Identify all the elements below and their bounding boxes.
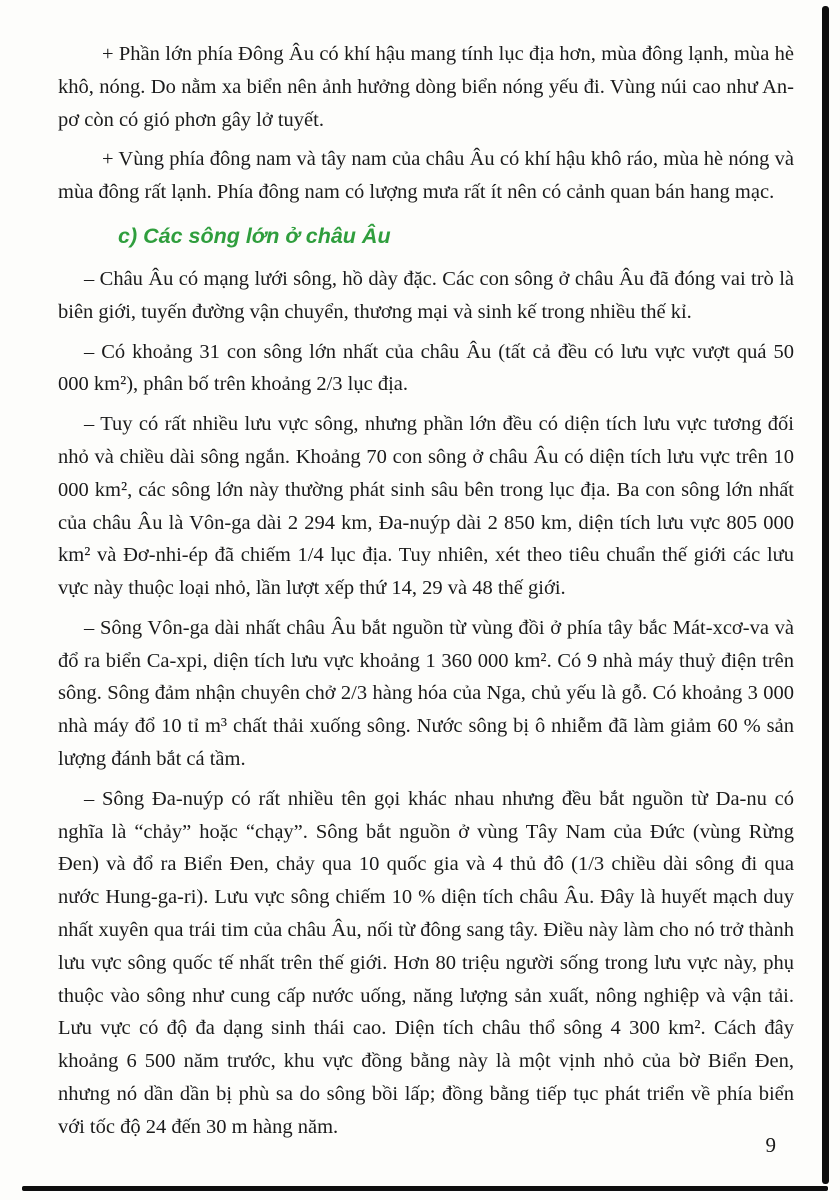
page-number: 9 <box>765 1133 776 1157</box>
scan-edge-bottom <box>22 1186 828 1191</box>
paragraph-2: + Vùng phía đông nam và tây nam của châu Âu có khí hậu khô ráo, mùa hè nóng và mùa đông rất lạnh. Phía đông nam có lượng mưa rất ít nên có cảnh quan bán hang mạc. <box>58 148 794 204</box>
scan-edge-right <box>822 6 829 1184</box>
paragraph-4: – Châu Âu có mạng lưới sông, hồ dày đặc. Các con sông ở châu Âu đã đóng vai trò là biên giới, tuyến đường vận chuyển, thương mại và sinh kế trong nhiều thế kỉ. <box>58 267 794 323</box>
paragraph-6: – Tuy có rất nhiều lưu vực sông, nhưng phần lớn đều có diện tích lưu vực tương đối nhỏ và chiều dài sông ngắn. Khoảng 70 con sông ở châu Âu có diện tích lưu vực trên 10 000 km², các sông lớn này thường phát sinh sâu bên trong lục địa. Ba con sông lớn nhất của châu Âu là Vôn-ga dài 2 294 km, Đa-nuýp dài 2 850 km, diện tích lưu vực 805 000 km² và Đơ-nhi-ép đã chiếm 1/4 lục địa. Tuy nhiên, xét theo tiêu chuẩn thế giới các lưu vực này thuộc loại nhỏ, lần lượt xếp thứ 14, 29 và 48 thế giới. <box>58 413 794 600</box>
section-heading: c) Các sông lớn ở châu Âu <box>118 223 391 248</box>
paragraph-8: – Sông Đa-nuýp có rất nhiều tên gọi khác nhau nhưng đều bắt nguồn từ Da-nu có nghĩa là “chảy” hoặc “chạy”. Sông bắt nguồn ở vùng Tây Nam của Đức (vùng Rừng Đen) và đổ ra Biển Đen, chảy qua 10 quốc gia và 4 thủ đô (1/3 chiều dài sông đi qua nước Hung-ga-ri). Lưu vực sông chiếm 10 % diện tích châu Âu. Đây là huyết mạch duy nhất xuyên qua trái tim của châu Âu, nối từ đông sang tây. Điều này làm cho nó trở thành lưu vực sông quốc tế nhất trên thế giới. Hơn 80 triệu người sống trong lưu vực này, phụ thuộc vào sông như cung cấp nước uống, năng lượng sản xuất, nông nghiệp và vận tải. Lưu vực có độ đa dạng sinh thái cao. Diện tích châu thổ sông 4 300 km². Cách đây khoảng 6 500 năm trước, khu vực đồng bằng này là một vịnh nhỏ của bờ Biển Đen, nhưng nó dần dần bị phù sa do sông bồi lấp; đồng bằng tiếp tục phát triển về phía biển với tốc độ 24 đến 30 m hàng năm. <box>58 787 794 1138</box>
page-body <box>58 38 794 1151</box>
paragraph-7: – Sông Vôn-ga dài nhất châu Âu bắt nguồn từ vùng đồi ở phía tây bắc Mát-xcơ-va và đổ ra biển Ca-xpi, diện tích lưu vực khoảng 1 360 000 km². Có 9 nhà máy thuỷ điện trên sông. Sông đảm nhận chuyên chở 2/3 hàng hóa của Nga, chủ yếu là gỗ. Có khoảng 3 000 nhà máy đổ 10 tỉ m³ chất thải xuống sông. Nước sông bị ô nhiễm đã làm giảm 60 % sản lượng đánh bắt cá tầm. <box>58 616 794 771</box>
paragraph-5: – Có khoảng 31 con sông lớn nhất của châu Âu (tất cả đều có lưu vực vượt quá 50 000 km²), phân bố trên khoảng 2/3 lục địa. <box>58 340 794 396</box>
paragraph-1: + Phần lớn phía Đông Âu có khí hậu mang tính lục địa hơn, mùa đông lạnh, mùa hè khô, nóng. Do nằm xa biển nên ảnh hưởng dòng biển nóng yếu đi. Vùng núi cao như An-pơ còn có gió phơn gây lở tuyết. <box>58 43 794 131</box>
